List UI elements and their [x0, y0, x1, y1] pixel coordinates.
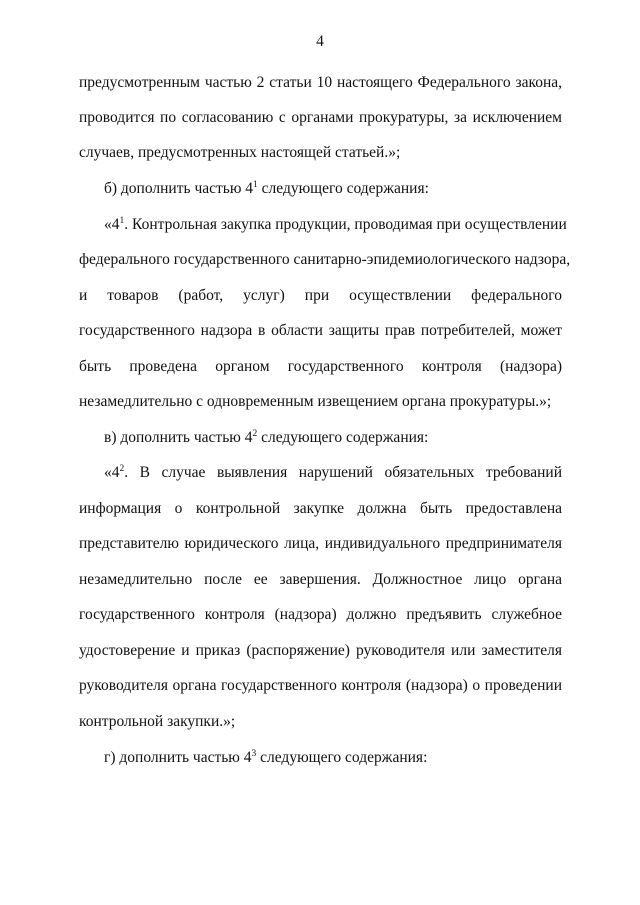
- superscript: 1: [119, 216, 125, 226]
- text-line: удостоверение и приказ (распоряжение) руководителя или заместителя: [79, 642, 562, 659]
- text-line: федерального государственного санитарно-эпидемиологического надзора,: [79, 251, 571, 268]
- list-item-v: [104, 428, 562, 448]
- text-fragment: следующего содержания:: [257, 429, 429, 446]
- page-number: 4: [316, 33, 324, 50]
- text-fragment: «4: [104, 216, 120, 233]
- text-fragment: г) дополнить частью 4: [104, 749, 252, 766]
- list-item-g: [104, 748, 562, 768]
- text-fragment: б) дополнить частью 4: [104, 180, 254, 197]
- text-fragment: следующего содержания:: [256, 749, 428, 766]
- text-line: информация о контрольной закупке должна быть предоставлена: [79, 500, 562, 517]
- text-line: контрольной закупки.»;: [79, 713, 236, 730]
- text-fragment: «4: [104, 464, 120, 481]
- text-line: руководителя органа государственного контроля (надзора) о проведении: [79, 677, 562, 694]
- text-line: незамедлительно с одновременным извещением органа прокуратуры.»;: [79, 393, 552, 410]
- list-item-b: [104, 179, 562, 199]
- text-line: государственного контроля (надзора) должно предъявить служебное: [79, 606, 562, 623]
- superscript: 3: [251, 749, 257, 759]
- text-line: предусмотренным частью 2 статьи 10 настоящего Федерального закона,: [79, 74, 562, 91]
- superscript: 1: [253, 180, 258, 190]
- text-fragment: в) дополнить частью 4: [104, 429, 253, 446]
- text-line: быть проведена органом государственного контроля (надзора): [79, 358, 562, 375]
- text-line: государственного надзора в области защиты прав потребителей, может: [79, 322, 562, 339]
- text-fragment: следующего содержания:: [257, 180, 429, 197]
- superscript: 2: [119, 464, 125, 474]
- text-line: и товаров (работ, услуг) при осуществлении федерального: [79, 287, 562, 304]
- text-line: проводится по согласованию с органами прокуратуры, за исключением: [79, 109, 562, 126]
- text-fragment: . В случае выявления нарушений обязательных требований: [124, 464, 562, 481]
- text-line: незамедлительно после ее завершения. Должностное лицо органа: [79, 571, 562, 588]
- text-line: случаев, предусмотренных настоящей статьей.»;: [79, 144, 401, 161]
- text-fragment: . Контрольная закупка продукции, проводимая при осуществлении: [124, 216, 567, 233]
- superscript: 2: [252, 429, 258, 439]
- paragraph-4-1-start: [104, 215, 567, 235]
- text-line: представителю юридического лица, индивидуального предпринимателя: [79, 535, 562, 552]
- paragraph-4-2-start: [104, 463, 562, 483]
